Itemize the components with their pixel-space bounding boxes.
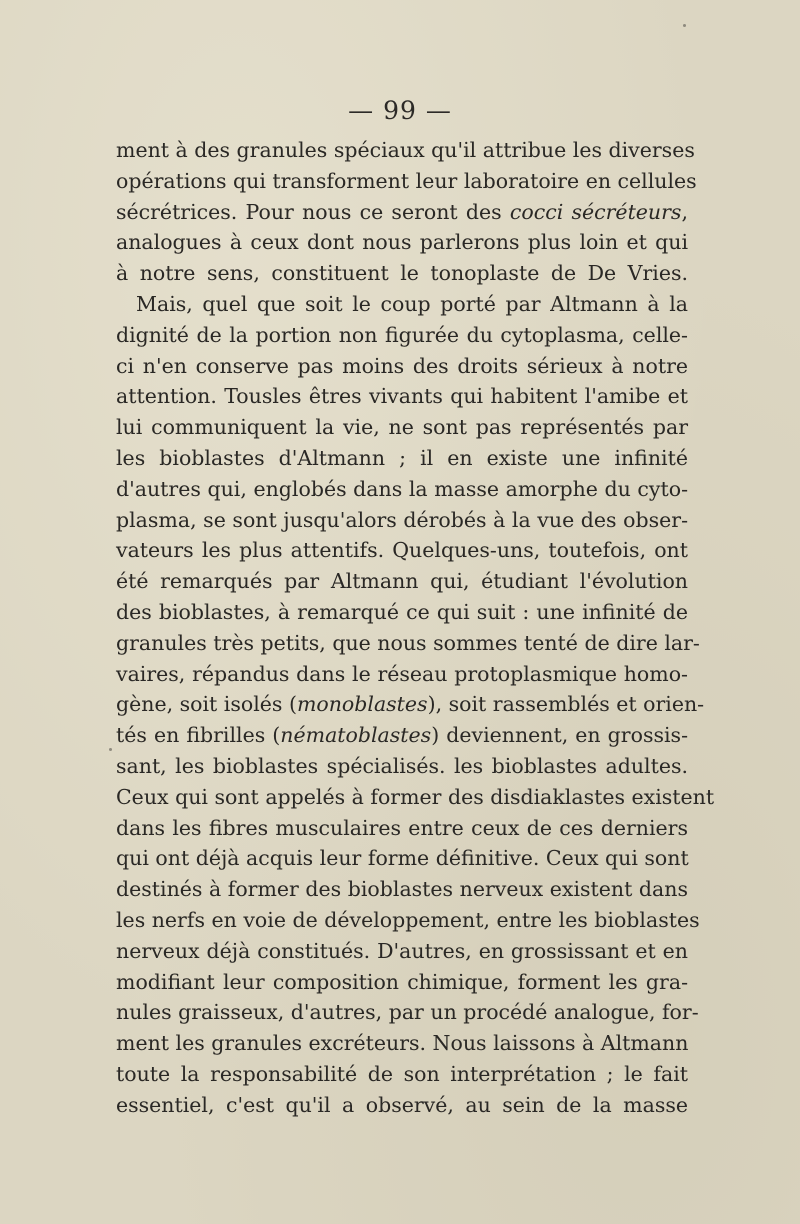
text-line: Mais, quel que soit le coup porté par Altmann à la [136, 291, 688, 316]
text-line: opérations qui transforment leur laboratoire en cellules [116, 168, 697, 193]
italic-term: cocci sécréteurs [509, 199, 682, 224]
text-line: été remarqués par Altmann qui, étudiant l'évolution [116, 569, 688, 594]
text-line: essentiel, c'est qu'il a observé, au sein de la masse [116, 1092, 688, 1117]
text-line: ment à des granules spéciaux qu'il attribue les diverses [116, 138, 695, 162]
italic-term: nématoblastes [280, 723, 432, 748]
text-line: d'autres qui, englobés dans la masse amorphe du cyto- [116, 476, 688, 501]
text-line: vaires, répandus dans le réseau protoplasmique homo- [116, 661, 688, 686]
text-line: attention. Tousles êtres vivants qui habitent l'amibe et [116, 384, 688, 409]
text-line: toute la responsabilité de son interprétation ; le fait [116, 1061, 688, 1086]
text-line: analogues à ceux dont nous parlerons plus loin et qui [116, 230, 688, 255]
text-line: ment les granules excréteurs. Nous laissons à Altmann [116, 1031, 689, 1056]
body-text [116, 135, 715, 1121]
text-line: modifiant leur composition chimique, forment les gra- [116, 969, 688, 994]
text-line: des bioblastes, à remarqué ce qui suit : une infinité de [116, 599, 688, 624]
text-line: vateurs les plus attentifs. Quelques-uns, toutefois, ont [116, 538, 688, 563]
text-line: qui ont déjà acquis leur forme définitive. Ceux qui sont [116, 846, 689, 871]
text-line: dans les fibres musculaires entre ceux de ces derniers [116, 815, 688, 840]
text-line: sécrétrices. Pour nous ce seront des cocci sécréteurs, [116, 199, 688, 224]
text-line: les nerfs en voie de développement, entre les bioblastes [116, 907, 700, 932]
paper-speck [109, 748, 112, 751]
text-line: granules très petits, que nous sommes tenté de dire lar- [116, 630, 700, 655]
paper-speck [683, 24, 686, 27]
text-line: nerveux déjà constitués. D'autres, en grossissant et en [116, 938, 688, 963]
text-line: sant, les bioblastes spécialisés. les bioblastes adultes. [116, 753, 688, 778]
italic-term: monoblastes [296, 692, 428, 717]
text-line: les bioblastes d'Altmann ; il en existe une infinité [116, 445, 688, 470]
page-number: — 99 — [348, 96, 452, 125]
text-line: gène, soit isolés (monoblastes), soit rassemblés et orien- [116, 692, 705, 717]
text-line: destinés à former des bioblastes nerveux existent dans [116, 877, 688, 902]
text-line: lui communiquent la vie, ne sont pas représentés par [116, 415, 688, 440]
text-line: dignité de la portion non figurée du cytoplasma, celle- [116, 322, 688, 347]
text-line: nules graisseux, d'autres, par un procédé analogue, for- [116, 1000, 699, 1025]
text-line: ci n'en conserve pas moins des droits sérieux à notre [116, 353, 688, 378]
text-line: Ceux qui sont appelés à former des disdiaklastes existent [116, 784, 715, 809]
text-line: plasma, se sont jusqu'alors dérobés à la vue des obser- [116, 507, 688, 532]
text-line: à notre sens, constituent le tonoplaste de De Vries. [116, 261, 688, 286]
text-line: tés en fibrilles (nématoblastes) deviennent, en grossis- [116, 723, 688, 748]
